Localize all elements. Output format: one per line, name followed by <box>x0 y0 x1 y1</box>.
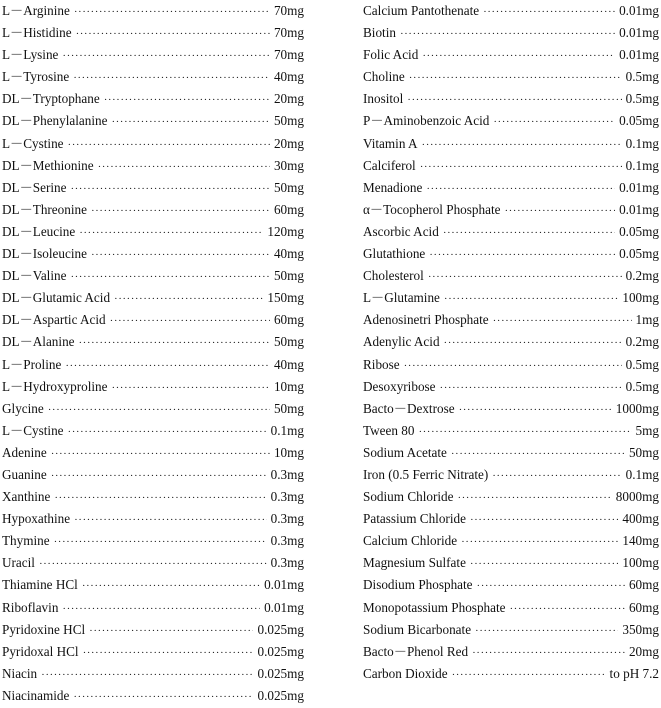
ingredient-row <box>363 66 659 88</box>
ingredient-row <box>2 221 304 243</box>
ingredient-amount: 0.025mg <box>257 665 304 681</box>
ingredient-row <box>363 486 659 508</box>
ingredient-amount: 50mg <box>273 400 304 416</box>
dot-leader <box>79 222 263 244</box>
dot-leader <box>444 332 622 354</box>
ingredient-name: Hypoxathine <box>2 511 71 527</box>
ingredient-name: Menadione <box>363 179 423 195</box>
ingredient-row <box>2 22 304 44</box>
ingredient-row <box>363 398 659 420</box>
ingredient-row <box>363 22 659 44</box>
ingredient-row <box>363 619 659 641</box>
dot-leader <box>51 465 267 487</box>
dot-leader <box>420 156 622 178</box>
dot-leader <box>51 443 270 465</box>
ingredient-name: Biotin <box>363 25 396 41</box>
ingredient-amount: 40mg <box>273 246 304 262</box>
ingredient-name: Carbon Dioxide <box>363 665 448 681</box>
ingredient-name: DL－Valine <box>2 268 67 284</box>
ingredient-name: Pyridoxine HCl <box>2 621 86 637</box>
ingredient-amount: 5mg <box>635 422 659 438</box>
dot-leader <box>54 531 267 553</box>
dot-leader <box>459 399 612 421</box>
ingredient-amount: 0.01mg <box>619 201 659 217</box>
ingredient-amount: 70mg <box>273 47 304 63</box>
ingredient-row <box>363 663 659 685</box>
dot-leader <box>470 509 618 531</box>
ingredient-amount: 0.025mg <box>257 643 304 659</box>
ingredient-row <box>363 309 659 331</box>
ingredient-name: DL－Threonine <box>2 201 87 217</box>
ingredient-amount: 60mg <box>628 599 659 615</box>
ingredient-amount: 0.05mg <box>619 113 659 129</box>
ingredient-row <box>2 641 304 663</box>
ingredient-name: Niacinamide <box>2 687 70 703</box>
dot-leader <box>429 244 615 266</box>
ingredient-name: Bacto－Phenol Red <box>363 643 469 659</box>
ingredient-row <box>2 110 304 132</box>
dot-leader <box>451 443 625 465</box>
ingredient-row <box>2 685 304 707</box>
ingredient-name: L－Lysine <box>2 47 59 63</box>
dot-leader <box>461 531 618 553</box>
ingredient-name: Ribose <box>363 356 400 372</box>
ingredient-amount: 0.01mg <box>619 3 659 18</box>
ingredient-name: DL－Phenylalanine <box>2 113 108 129</box>
ingredient-row <box>363 508 659 530</box>
dot-leader <box>68 134 270 156</box>
dot-leader <box>493 310 632 332</box>
dot-leader <box>62 598 260 620</box>
ingredient-row <box>363 265 659 287</box>
ingredient-name: Bacto－Dextrose <box>363 400 455 416</box>
ingredient-name: DL－Serine <box>2 179 67 195</box>
ingredient-amount: 0.3mg <box>270 466 304 482</box>
ingredient-row <box>2 486 304 508</box>
dot-leader <box>39 553 267 575</box>
ingredient-name: Uracil <box>2 555 35 571</box>
ingredient-amount: 10mg <box>273 378 304 394</box>
dot-leader <box>426 178 615 200</box>
ingredient-name: DL－Aspartic Acid <box>2 312 106 328</box>
ingredient-row <box>2 88 304 110</box>
ingredient-amount: 120mg <box>267 223 304 239</box>
ingredient-amount: 1000mg <box>615 400 659 416</box>
ingredient-name: L－Glutamine <box>363 290 440 306</box>
ingredient-row <box>2 398 304 420</box>
ingredient-amount: 0.025mg <box>257 687 304 703</box>
ingredient-name: Pyridoxal HCl <box>2 643 79 659</box>
dot-leader <box>492 465 621 487</box>
ingredient-name: L－Histidine <box>2 25 72 41</box>
ingredient-row <box>363 177 659 199</box>
dot-leader <box>409 67 622 89</box>
ingredient-amount: 0.05mg <box>619 223 659 239</box>
ingredient-amount: 50mg <box>273 113 304 129</box>
ingredient-name: Niacin <box>2 665 38 681</box>
ingredient-row <box>2 133 304 155</box>
ingredient-amount: 0.01mg <box>619 47 659 63</box>
ingredient-name: Sodium Chloride <box>363 489 454 505</box>
dot-leader <box>440 377 622 399</box>
dot-leader <box>457 487 611 509</box>
ingredient-amount: 20mg <box>273 135 304 151</box>
dot-leader <box>48 399 270 421</box>
dot-leader <box>68 421 267 443</box>
ingredient-row <box>363 287 659 309</box>
dot-leader <box>470 553 618 575</box>
dot-leader <box>428 266 622 288</box>
ingredient-row <box>363 641 659 663</box>
ingredient-row <box>363 376 659 398</box>
ingredient-row <box>363 552 659 574</box>
ingredient-amount: 0.1mg <box>270 422 304 438</box>
dot-leader <box>111 377 269 399</box>
ingredient-row <box>2 597 304 619</box>
ingredient-amount: 0.5mg <box>625 69 659 85</box>
ingredient-row <box>363 110 659 132</box>
ingredient-name: L－Proline <box>2 356 62 372</box>
ingredient-amount: 0.01mg <box>619 25 659 41</box>
dot-leader <box>407 89 621 111</box>
dot-leader <box>91 200 270 222</box>
ingredient-amount: 0.1mg <box>625 466 659 482</box>
ingredient-row <box>2 376 304 398</box>
ingredient-row <box>2 619 304 641</box>
ingredient-name: Calciferol <box>363 157 416 173</box>
ingredient-name: Desoxyribose <box>363 378 436 394</box>
ingredient-row <box>363 44 659 66</box>
ingredient-row <box>2 309 304 331</box>
dot-leader <box>418 421 631 443</box>
dot-leader <box>70 266 269 288</box>
ingredient-name: Inositol <box>363 91 404 107</box>
ingredient-amount: 70mg <box>273 25 304 41</box>
ingredient-amount: 0.3mg <box>270 533 304 549</box>
ingredient-name: L－Hydroxyproline <box>2 378 108 394</box>
ingredient-name: DL－Tryptophane <box>2 91 100 107</box>
ingredient-row <box>2 287 304 309</box>
ingredient-name: Folic Acid <box>363 47 419 63</box>
ingredient-row <box>363 199 659 221</box>
ingredient-row <box>2 508 304 530</box>
ingredient-name: Tween 80 <box>363 422 415 438</box>
dot-leader <box>400 23 615 45</box>
ingredient-name: Calcium Pantothenate <box>363 3 480 18</box>
ingredient-name: P－Aminobenzoic Acid <box>363 113 490 129</box>
dot-leader <box>79 332 270 354</box>
ingredient-amount: 0.01mg <box>619 179 659 195</box>
ingredient-name: Xanthine <box>2 489 51 505</box>
ingredient-name: Riboflavin <box>2 599 59 615</box>
ingredient-amount: 0.01mg <box>264 577 304 593</box>
ingredient-amount: 100mg <box>622 555 659 571</box>
ingredient-name: Magnesium Sulfate <box>363 555 466 571</box>
ingredient-amount: 0.01mg <box>264 599 304 615</box>
ingredient-name: Choline <box>363 69 405 85</box>
ingredient-row <box>2 420 304 442</box>
ingredient-amount: 60mg <box>273 201 304 217</box>
ingredient-name: DL－Methionine <box>2 157 94 173</box>
ingredient-name: Thymine <box>2 533 50 549</box>
ingredient-row <box>2 66 304 88</box>
dot-leader <box>444 288 618 310</box>
dot-leader <box>62 45 270 67</box>
left-ingredient-column <box>2 0 304 707</box>
ingredient-amount: 60mg <box>273 312 304 328</box>
dot-leader <box>443 222 615 244</box>
ingredient-amount: 50mg <box>273 179 304 195</box>
dot-leader <box>475 620 618 642</box>
dot-leader <box>104 89 270 111</box>
ingredient-amount: 0.5mg <box>625 91 659 107</box>
ingredient-name: DL－Isoleucine <box>2 246 87 262</box>
ingredient-row <box>363 574 659 596</box>
dot-leader <box>41 664 253 686</box>
dot-leader <box>65 355 270 377</box>
dot-leader <box>110 310 270 332</box>
ingredient-amount: to pH 7.2 <box>609 665 659 681</box>
ingredient-amount: 40mg <box>273 69 304 85</box>
ingredient-row <box>2 243 304 265</box>
ingredient-amount: 100mg <box>622 290 659 306</box>
ingredient-row <box>2 265 304 287</box>
ingredient-name: Sodium Bicarbonate <box>363 621 472 637</box>
ingredient-amount: 50mg <box>273 334 304 350</box>
ingredient-row <box>2 442 304 464</box>
ingredient-row <box>363 442 659 464</box>
ingredient-amount: 0.2mg <box>625 334 659 350</box>
dot-leader <box>74 1 270 23</box>
ingredient-name: Glycine <box>2 400 44 416</box>
dot-leader <box>54 487 266 509</box>
ingredient-row <box>2 552 304 574</box>
dot-leader <box>493 111 615 133</box>
dot-leader <box>483 1 615 23</box>
dot-leader <box>89 620 253 642</box>
dot-leader <box>111 111 269 133</box>
ingredient-row <box>363 221 659 243</box>
ingredient-amount: 0.2mg <box>625 268 659 284</box>
ingredient-name: Patassium Chloride <box>363 511 466 527</box>
ingredient-name: Glutathione <box>363 246 426 262</box>
dot-leader <box>70 178 269 200</box>
ingredient-amount: 0.5mg <box>625 356 659 372</box>
ingredient-name: Monopotassium Phosphate <box>363 599 506 615</box>
ingredient-row <box>363 88 659 110</box>
right-ingredient-column <box>363 0 659 685</box>
ingredient-row <box>2 354 304 376</box>
ingredient-amount: 0.5mg <box>625 378 659 394</box>
ingredient-amount: 50mg <box>628 444 659 460</box>
ingredient-amount: 0.3mg <box>270 555 304 571</box>
ingredient-row <box>2 0 304 22</box>
ingredient-row <box>2 44 304 66</box>
ingredient-row <box>363 420 659 442</box>
ingredient-amount: 70mg <box>273 3 304 18</box>
ingredient-row <box>2 155 304 177</box>
ingredient-name: Thiamine HCl <box>2 577 78 593</box>
ingredient-amount: 400mg <box>622 511 659 527</box>
ingredient-amount: 0.05mg <box>619 246 659 262</box>
dot-leader <box>452 664 606 686</box>
ingredient-amount: 10mg <box>273 444 304 460</box>
ingredient-name: Guanine <box>2 466 47 482</box>
ingredient-row <box>363 597 659 619</box>
dot-leader <box>91 244 270 266</box>
ingredient-amount: 20mg <box>628 643 659 659</box>
ingredient-amount: 40mg <box>273 356 304 372</box>
ingredient-amount: 0.1mg <box>625 135 659 151</box>
ingredient-row <box>2 331 304 353</box>
dot-leader <box>74 509 267 531</box>
dot-leader <box>73 67 270 89</box>
ingredient-name: Adenylic Acid <box>363 334 440 350</box>
ingredient-row <box>2 464 304 486</box>
ingredient-row <box>2 663 304 685</box>
ingredient-name: DL－Alanine <box>2 334 75 350</box>
ingredient-row <box>2 199 304 221</box>
ingredient-amount: 0.3mg <box>270 489 304 505</box>
ingredient-row <box>363 331 659 353</box>
dot-leader <box>82 575 260 597</box>
dot-leader <box>422 45 615 67</box>
ingredient-amount: 0.3mg <box>270 511 304 527</box>
ingredient-row <box>363 0 659 22</box>
ingredient-amount: 50mg <box>273 268 304 284</box>
ingredient-name: α－Tocopherol Phosphate <box>363 201 501 217</box>
ingredient-name: L－Tyrosine <box>2 69 70 85</box>
ingredient-name: DL－Leucine <box>2 223 76 239</box>
ingredient-name: Cholesterol <box>363 268 424 284</box>
dot-leader <box>422 134 622 156</box>
ingredient-name: Iron (0.5 Ferric Nitrate) <box>363 466 489 482</box>
ingredient-name: Sodium Acetate <box>363 444 447 460</box>
ingredient-row <box>2 177 304 199</box>
ingredient-row <box>363 530 659 552</box>
ingredient-row <box>2 530 304 552</box>
ingredient-name: L－Cystine <box>2 422 64 438</box>
ingredient-amount: 0.025mg <box>257 621 304 637</box>
ingredient-name: Adenine <box>2 444 47 460</box>
ingredient-amount: 0.1mg <box>625 157 659 173</box>
ingredient-name: Calcium Chloride <box>363 533 458 549</box>
ingredient-row <box>363 133 659 155</box>
ingredient-name: DL－Glutamic Acid <box>2 290 111 306</box>
dot-leader <box>477 575 625 597</box>
dot-leader <box>83 642 254 664</box>
dot-leader <box>98 156 270 178</box>
ingredient-row <box>363 354 659 376</box>
ingredient-name: Ascorbic Acid <box>363 223 439 239</box>
ingredient-row <box>363 243 659 265</box>
ingredient-row <box>2 574 304 596</box>
dot-leader <box>404 355 622 377</box>
ingredient-row <box>363 464 659 486</box>
ingredient-amount: 20mg <box>273 91 304 107</box>
dot-leader <box>73 686 253 708</box>
ingredient-amount: 350mg <box>622 621 659 637</box>
ingredient-name: Disodium Phosphate <box>363 577 473 593</box>
ingredient-amount: 1mg <box>635 312 659 328</box>
ingredient-amount: 60mg <box>628 577 659 593</box>
ingredient-amount: 30mg <box>273 157 304 173</box>
ingredient-name: L－Cystine <box>2 135 64 151</box>
dot-leader <box>510 598 625 620</box>
dot-leader <box>472 642 625 664</box>
ingredient-amount: 140mg <box>622 533 659 549</box>
ingredient-name: L－Arginine <box>2 3 70 18</box>
ingredient-row <box>363 155 659 177</box>
dot-leader <box>76 23 270 45</box>
dot-leader <box>504 200 615 222</box>
ingredient-name: Adenosinetri Phosphate <box>363 312 489 328</box>
dot-leader <box>114 288 263 310</box>
ingredient-name: Vitamin A <box>363 135 418 151</box>
ingredient-amount: 150mg <box>267 290 304 306</box>
ingredient-amount: 8000mg <box>615 489 659 505</box>
